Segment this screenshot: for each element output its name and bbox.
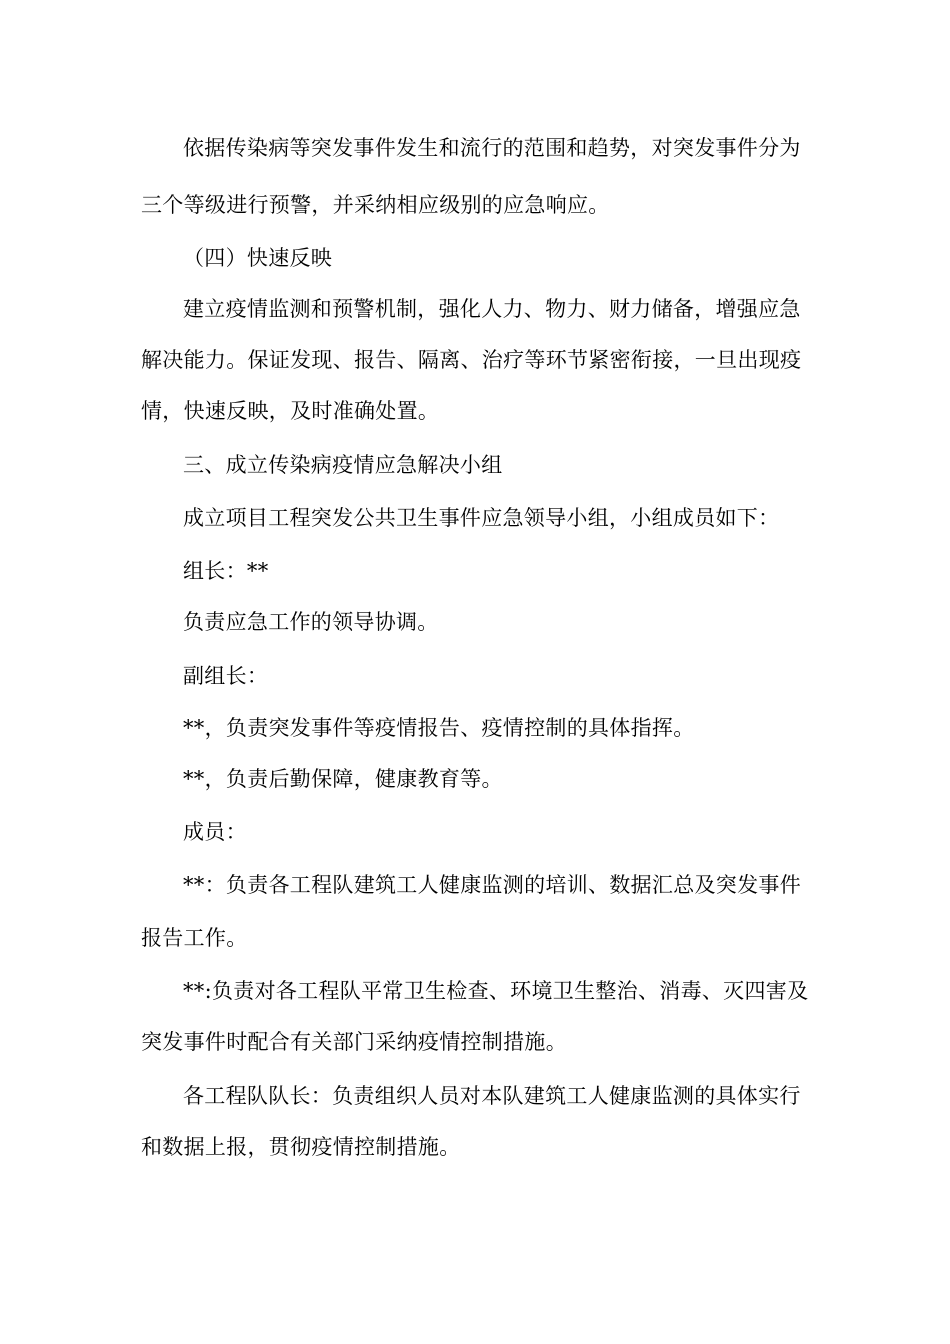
paragraph-line: 各工程队队长：负责组织人员对本队建筑工人健康监测的具体实行 — [183, 1084, 801, 1108]
paragraph-line: 依据传染病等突发事件发生和流行的范围和趋势，对突发事件分为 — [183, 136, 801, 160]
paragraph-line: 情，快速反映，及时准确处置。 — [141, 399, 440, 423]
paragraph-line: **：负责各工程队建筑工人健康监测的培训、数据汇总及突发事件 — [183, 873, 801, 897]
paragraph-line: 解决能力。保证发现、报告、隔离、治疗等环节紧密衔接，一旦出现疫 — [141, 348, 802, 372]
paragraph-line: **，负责后勤保障，健康教育等。 — [183, 767, 503, 791]
paragraph-line: 负责应急工作的领导协调。 — [183, 610, 439, 634]
paragraph-line: 报告工作。 — [141, 926, 248, 950]
paragraph-line: 三个等级进行预警，并采纳相应级别的应急响应。 — [141, 193, 610, 217]
paragraph-line: 成员： — [183, 820, 247, 844]
paragraph-line: **:负责对各工程队平常卫生检查、环境卫生整治、消毒、灭四害及 — [183, 979, 809, 1003]
section-heading: 三、成立传染病疫情应急解决小组 — [183, 453, 503, 477]
paragraph-line: 成立项目工程突发公共卫生事件应急领导小组，小组成员如下： — [183, 506, 780, 530]
section-heading: （四）快速反映 — [183, 246, 333, 270]
paragraph-line: 组长：** — [183, 559, 269, 583]
paragraph-line: 突发事件时配合有关部门采纳疫情控制措施。 — [141, 1030, 567, 1054]
paragraph-line: 和数据上报，贯彻疫情控制措施。 — [141, 1135, 461, 1159]
paragraph-line: 建立疫情监测和预警机制，强化人力、物力、财力储备，增强应急 — [183, 297, 801, 321]
paragraph-line: 副组长： — [183, 664, 269, 688]
paragraph-line: **，负责突发事件等疫情报告、疫情控制的具体指挥。 — [183, 716, 695, 740]
